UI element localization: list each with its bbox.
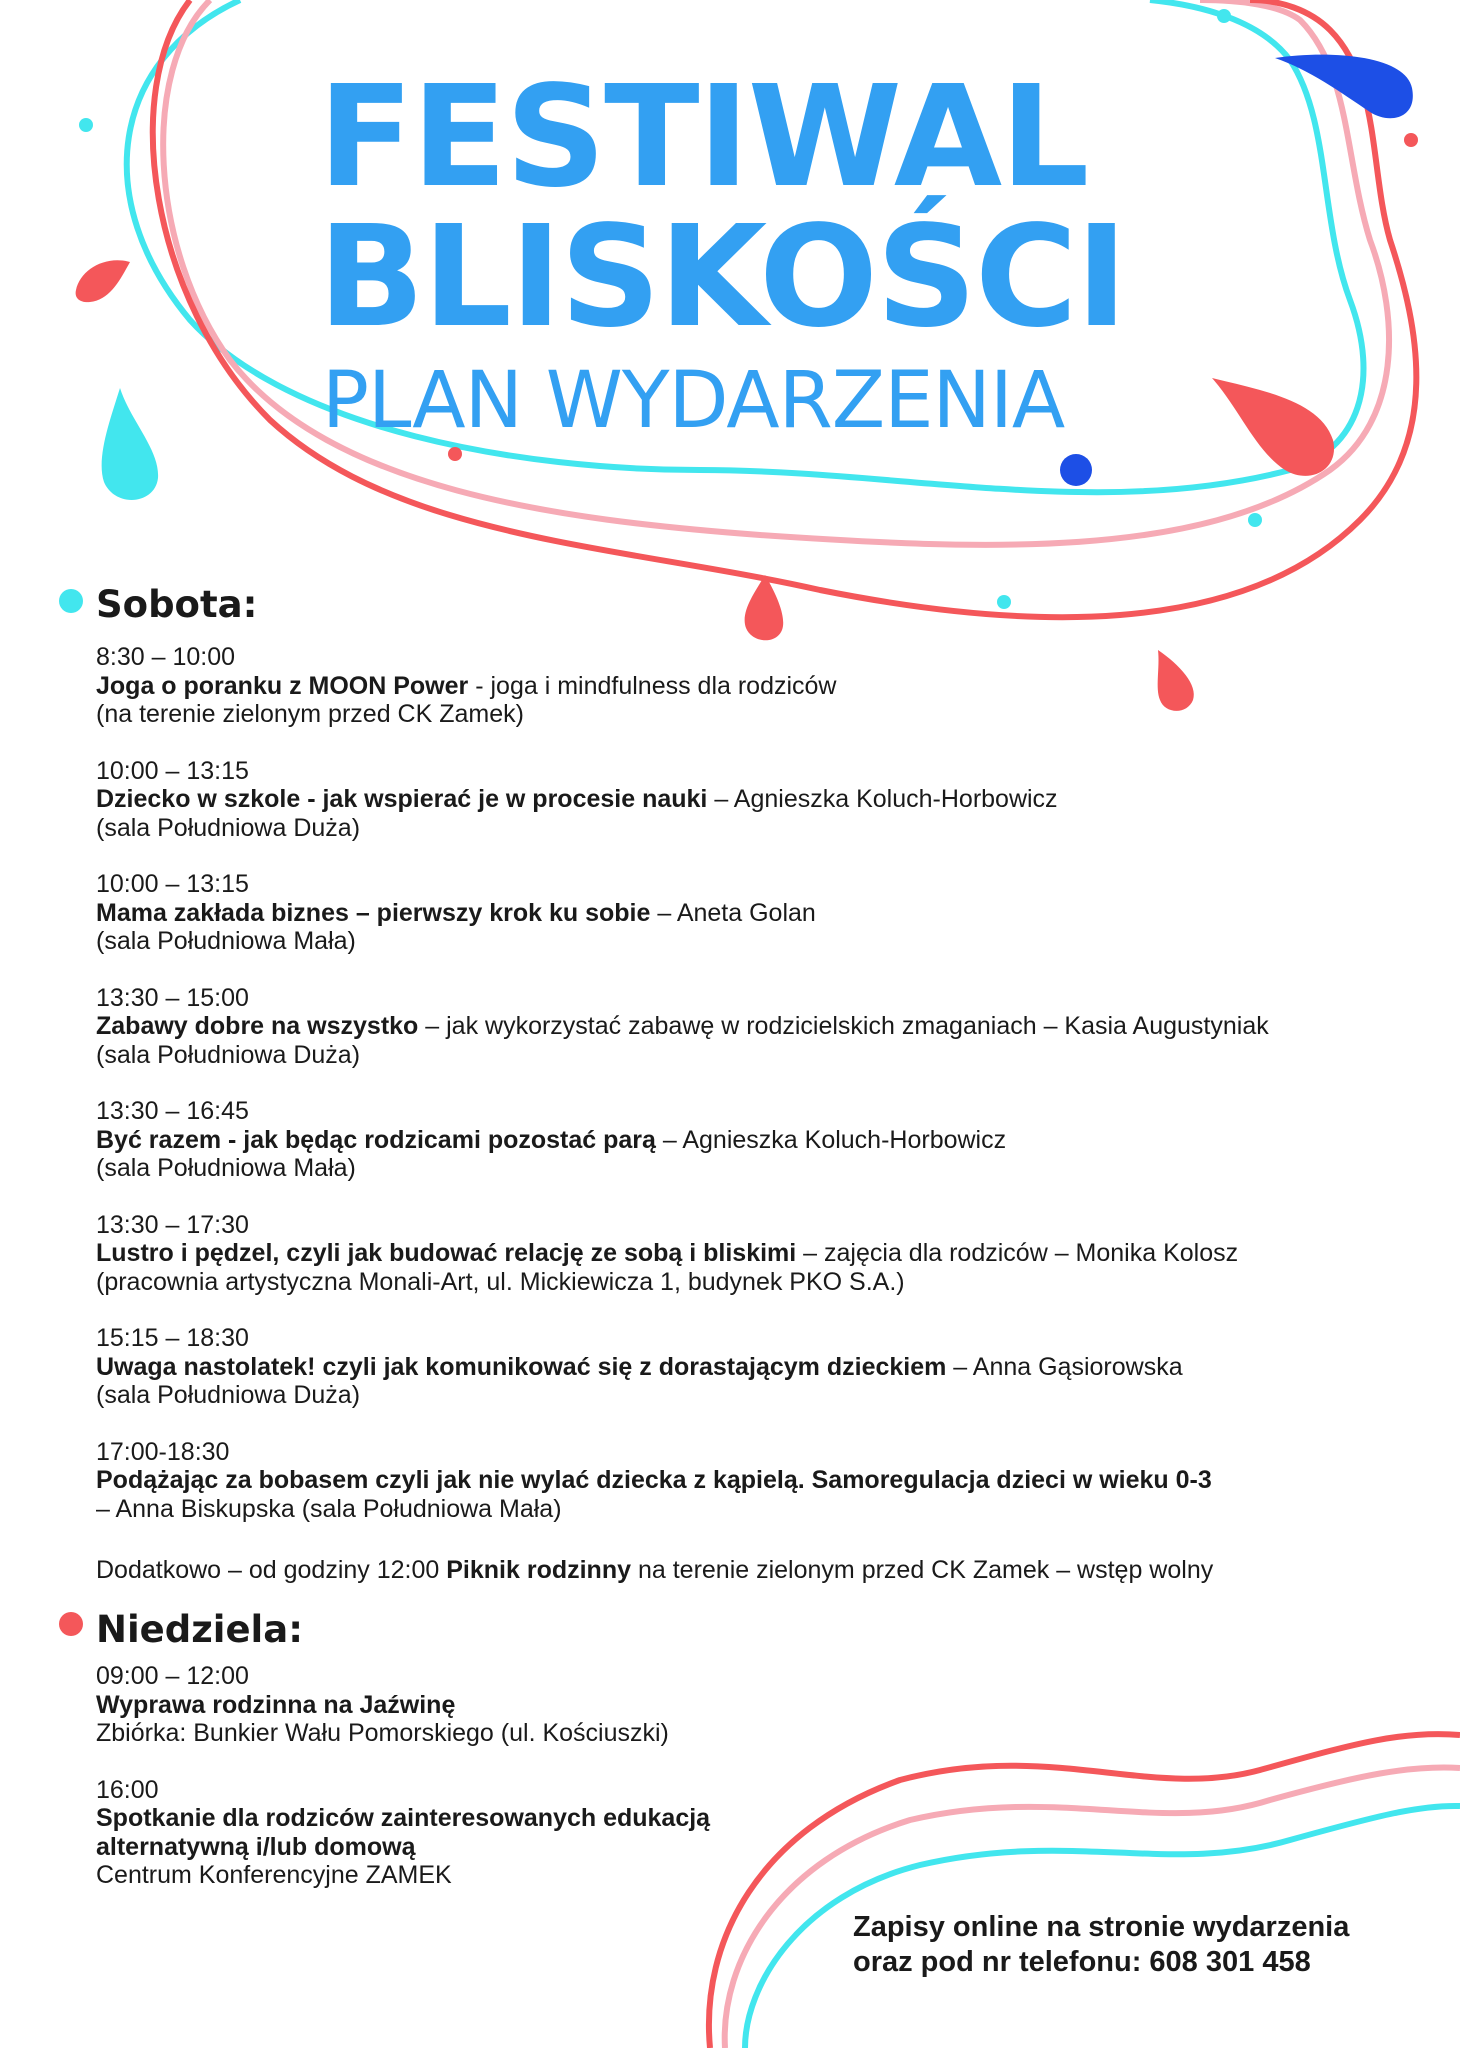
event-details: - joga i mindfulness dla rodziców: [468, 671, 837, 700]
signup-phone-line: oraz pod nr telefonu: 608 301 458: [853, 1946, 1311, 1978]
cyan-dot: [79, 118, 93, 132]
event-details: – Aneta Golan: [650, 898, 816, 927]
cyan-drop-left: [102, 388, 158, 500]
event-place: – Anna Biskupska (sala Południowa Mała): [96, 1494, 562, 1523]
extra-info: [96, 1556, 1213, 1585]
event-time: 10:00 – 13:15: [96, 870, 249, 898]
event-title-line: [96, 1353, 1416, 1382]
event: [96, 1097, 1416, 1183]
event: [96, 870, 1416, 956]
event: [96, 1776, 1416, 1890]
signup-info: [853, 1910, 1349, 1980]
cyan-dot: [1248, 513, 1262, 527]
red-dot: [1404, 133, 1418, 147]
event-time: 16:00: [96, 1775, 159, 1804]
event-time: 13:30 – 15:00: [96, 983, 249, 1012]
event-title: Wyprawa rodzinna na Jaźwinę: [96, 1690, 456, 1719]
event-place: (na terenie zielonym przed CK Zamek): [96, 700, 524, 728]
event-title: Joga o poranku z MOON Power: [96, 671, 469, 700]
event-title: Zabawy dobre na wszystko: [96, 1012, 419, 1040]
event-time: 13:30 – 16:45: [96, 1097, 249, 1125]
event-place: (sala Południowa Duża): [96, 1040, 361, 1069]
event-title: Być razem - jak będąc rodzicami pozostać parą: [96, 1125, 656, 1154]
extra-text: na terenie zielonym przed CK Zamek – wstęp wolny: [631, 1556, 1214, 1584]
blue-dot: [1060, 454, 1092, 486]
event: [96, 984, 1416, 1070]
event-place: (sala Południowa Mała): [96, 1154, 356, 1182]
event: [96, 757, 1416, 843]
event-title-line: [96, 1239, 1416, 1268]
event-time: 8:30 – 10:00: [96, 643, 236, 671]
red-drop-left: [76, 260, 130, 302]
title-line1: FESTIWAL: [318, 56, 1088, 219]
event-details: – Anna Gąsiorowska: [946, 1352, 1183, 1381]
event-details: – Agnieszka Koluch-Horbowicz: [707, 785, 1058, 813]
event-title: Spotkanie dla rodziców zainteresowanych edukacją: [96, 1804, 711, 1832]
event-place: (sala Południowa Duża): [96, 1381, 361, 1409]
event-place: Centrum Konferencyjne ZAMEK: [96, 1861, 452, 1889]
red-drop-center: [745, 575, 784, 640]
saturday-schedule: [96, 643, 1416, 1551]
event-details: – zajęcia dla rodziców – Monika Kolosz: [796, 1239, 1239, 1267]
event-time: 15:15 – 18:30: [96, 1324, 249, 1352]
event: [96, 1211, 1416, 1297]
event: [96, 643, 1416, 729]
red-drop-right: [1212, 378, 1334, 476]
cyan-dot: [997, 595, 1011, 609]
extra-text: Dodatkowo – od godziny 12:00: [96, 1556, 447, 1584]
event-title-line: [96, 899, 1416, 928]
red-dot: [448, 447, 462, 461]
event-place: (sala Południowa Mała): [96, 927, 356, 955]
event-title: alternatywną i/lub domową: [96, 1832, 416, 1861]
saturday-heading: Sobota:: [96, 583, 258, 626]
event-details: – Agnieszka Koluch-Horbowicz: [655, 1125, 1007, 1154]
event-title-line: [96, 1012, 1416, 1041]
event-title-line: [96, 672, 1416, 701]
sunday-bullet: [59, 1612, 83, 1636]
event-place: Zbiórka: Bunkier Wału Pomorskiego (ul. Kościuszki): [96, 1719, 669, 1747]
event-time: 17:00-18:30: [96, 1437, 230, 1466]
event-details: – jak wykorzystać zabawę w rodzicielskich zmaganiach – Kasia Augustyniak: [418, 1012, 1269, 1040]
event: [96, 1662, 1416, 1748]
event-title: Uwaga nastolatek! czyli jak komunikować się z dorastającym dzieckiem: [96, 1352, 947, 1381]
event-title-line: [96, 1466, 1416, 1495]
sunday-schedule: [96, 1662, 1416, 1918]
event-time: 13:30 – 17:30: [96, 1210, 249, 1239]
event: [96, 1438, 1416, 1524]
event-place: (pracownia artystyczna Monali-Art, ul. Mickiewicza 1, budynek PKO S.A.): [96, 1267, 905, 1296]
signup-line: Zapisy online na stronie wydarzenia: [853, 1911, 1350, 1943]
event-time: 10:00 – 13:15: [96, 756, 249, 785]
sunday-heading: Niedziela:: [96, 1608, 303, 1651]
event-title: Dziecko w szkole - jak wspierać je w procesie nauki: [96, 785, 708, 813]
event: [96, 1324, 1416, 1410]
cyan-dot: [1217, 9, 1231, 23]
event-title: Mama zakłada biznes – pierwszy krok ku sobie: [96, 898, 651, 927]
subtitle: PLAN WYDARZENIA: [322, 356, 1065, 446]
event-title: Podążając za bobasem czyli jak nie wylać dziecka z kąpielą. Samoregulacja dzieci w wieku 0-3: [96, 1466, 1212, 1494]
title-line2: BLISKOŚCI: [318, 196, 1126, 359]
picnic-label: Piknik rodzinny: [446, 1556, 632, 1584]
event-title-line: [96, 1126, 1416, 1155]
event-place: (sala Południowa Duża): [96, 813, 361, 842]
event-title-line: [96, 785, 1416, 814]
event-title: Lustro i pędzel, czyli jak budować relację ze sobą i bliskimi: [96, 1239, 797, 1267]
event-time: 09:00 – 12:00: [96, 1662, 249, 1690]
saturday-bullet: [59, 589, 83, 613]
